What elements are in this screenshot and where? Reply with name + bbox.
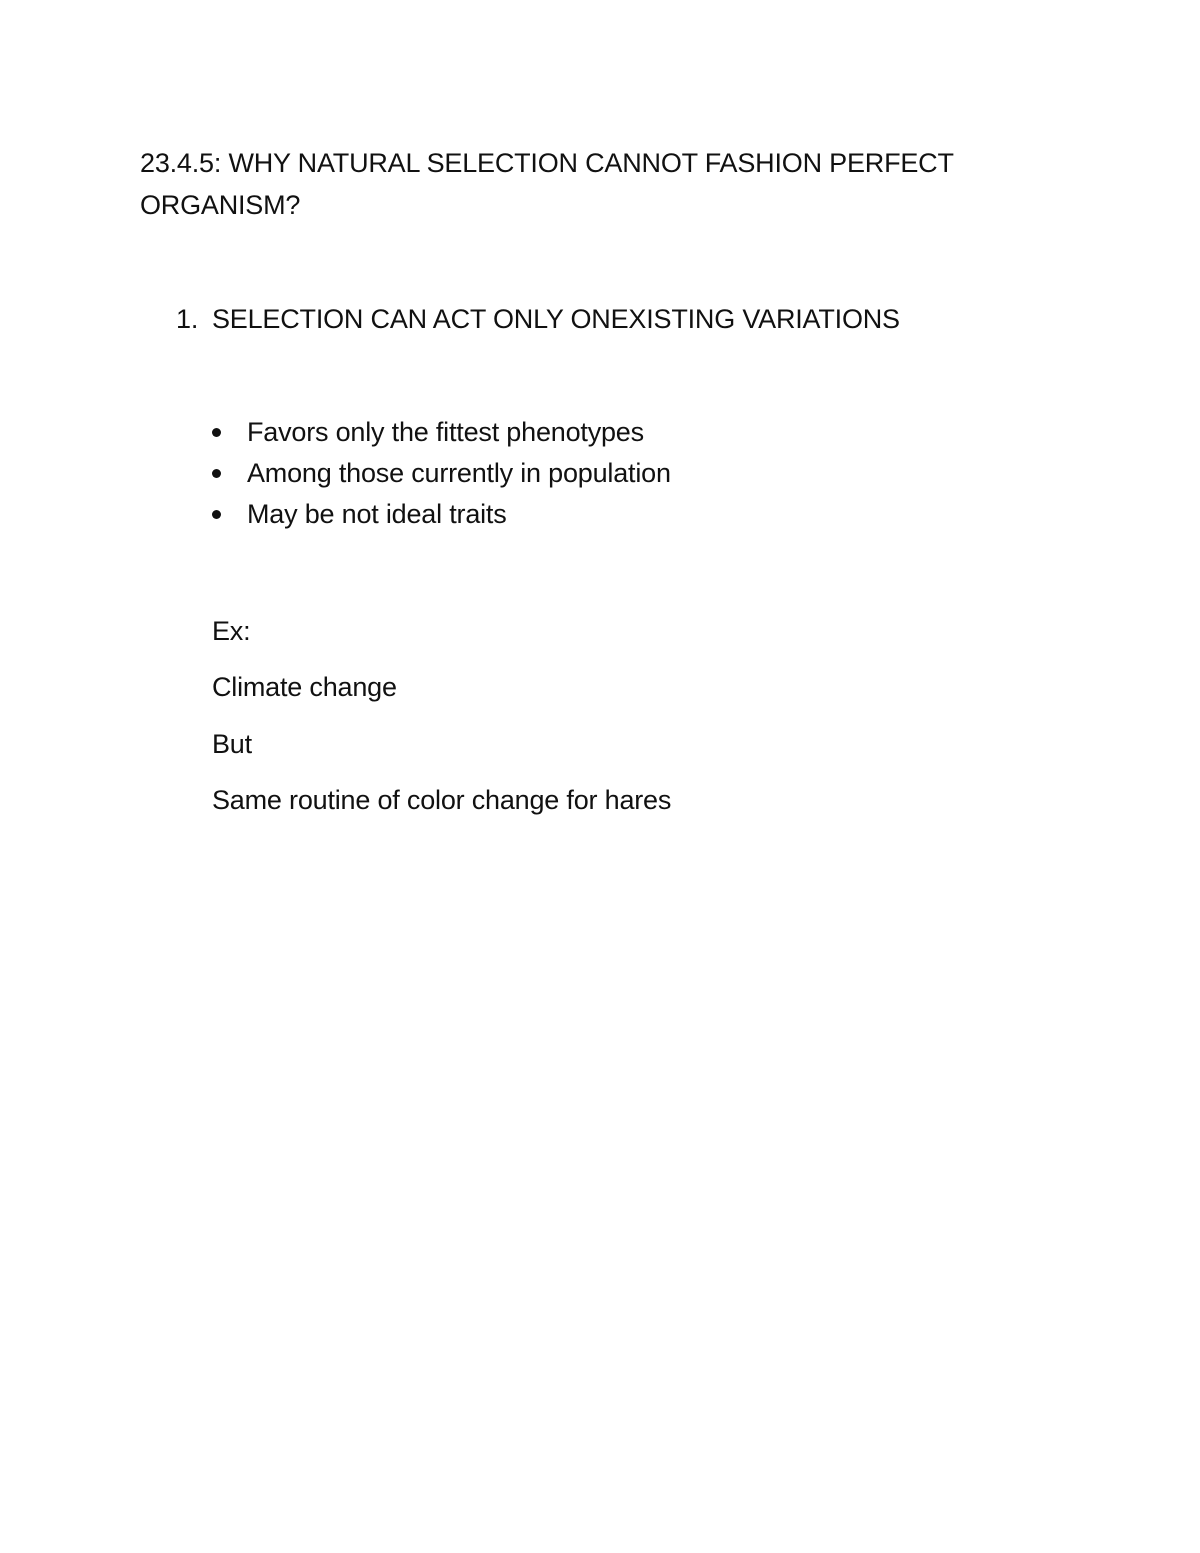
list-item-text: Among those currently in population (247, 458, 671, 488)
list-item (212, 412, 671, 453)
bullet-icon (212, 510, 221, 519)
list-number: 1. (176, 304, 199, 334)
page-title: 23.4.5: WHY NATURAL SELECTION CANNOT FASHION PERFECT ORGANISM? (140, 148, 954, 220)
bullet-icon (212, 428, 221, 437)
paragraph-same-routine: Same routine of color change for hares (212, 785, 672, 815)
list-item-text: May be not ideal traits (247, 499, 507, 529)
list-item (212, 453, 671, 494)
numbered-item-text: SELECTION CAN ACT ONLY ONEXISTING VARIATIONS (212, 304, 900, 334)
list-item (212, 494, 671, 535)
bullet-icon (212, 469, 221, 478)
paragraph-climate: Climate change (212, 672, 397, 702)
list-item-text: Favors only the fittest phenotypes (247, 417, 644, 447)
numbered-item (176, 298, 900, 340)
bullet-list (212, 412, 671, 535)
paragraph-but: But (212, 729, 252, 759)
example-label: Ex: (212, 616, 251, 646)
